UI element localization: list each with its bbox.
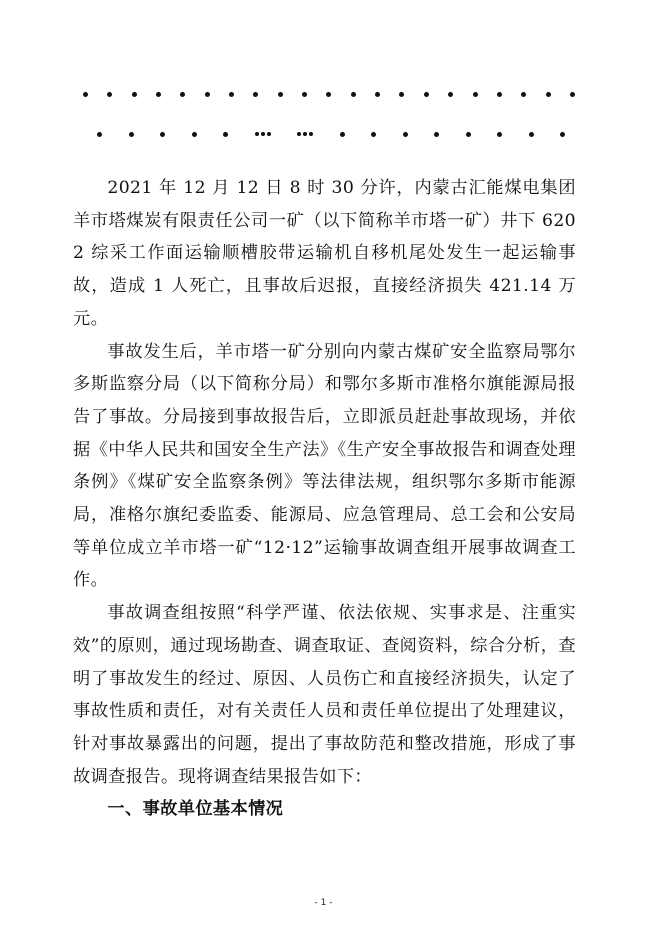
redaction-dot-group [255, 132, 271, 136]
redacted-title-line-1 [83, 88, 575, 100]
redaction-dot [223, 132, 228, 137]
paragraph-investigation-principles: 事故调查组按照“科学严谨、依法依规、实事求是、注重实效”的原则，通过现场勘查、调查取证、查阅资料，综合分析，查明了事故发生的经过、原因、人员伤亡和直接经济损失，认定了事故性质和责任，对有关责任人员和责任单位提出了处理建议，针对事故暴露出的问题，提出了事故防范和整改措施，形成了事故调查报告。现将调查结果报告如下： [73, 603, 576, 787]
redaction-dot [521, 92, 526, 97]
redaction-dot [303, 132, 307, 136]
section-heading: 一、事故单位基本情况 [107, 799, 284, 820]
redaction-dot [253, 92, 258, 97]
paragraph-accident-summary: 2021 年 12 月 12 日 8 时 30 分许，内蒙古汇能煤电集团羊市塔煤炭有限责任公司一矿（以下简称羊市塔一矿）井下 6202 综采工作面运输顺槽胶带运输机自移机尾处发生一起运输事故，造成 1 人死亡，且事故后迟报，直接经济损失 421.14 万元。 [73, 178, 576, 329]
redaction-dot [399, 92, 404, 97]
redaction-dot [132, 92, 137, 97]
redaction-dot [560, 132, 565, 137]
redaction-dot [302, 92, 307, 97]
redaction-dot [83, 92, 88, 97]
redaction-dot [229, 92, 234, 97]
redaction-dot [278, 92, 283, 97]
redacted-title-line-2 [97, 128, 565, 140]
redaction-dot [160, 132, 165, 137]
redaction-dot [434, 132, 439, 137]
redaction-dot [403, 132, 408, 137]
redaction-dot [448, 92, 453, 97]
redaction-dot [180, 92, 185, 97]
redaction-dot [371, 132, 376, 137]
redaction-dot [351, 92, 356, 97]
redaction-dot [156, 92, 161, 97]
redaction-dot [267, 132, 271, 136]
redaction-dot [497, 92, 502, 97]
redaction-dot [326, 92, 331, 97]
redaction-dot [129, 132, 134, 137]
redaction-dot [546, 92, 551, 97]
redaction-dot [297, 132, 301, 136]
document-body [73, 172, 576, 826]
redaction-dot [424, 92, 429, 97]
redaction-dot [466, 132, 471, 137]
page-number: - 1 - [314, 898, 333, 908]
redaction-dot [255, 132, 259, 136]
redaction-dot [497, 132, 502, 137]
redaction-dot [375, 92, 380, 97]
redaction-dot [205, 92, 210, 97]
redaction-dot [473, 92, 478, 97]
redaction-dot [107, 92, 112, 97]
redaction-dot [261, 132, 265, 136]
redaction-dot [97, 132, 102, 137]
redaction-dot [309, 132, 313, 136]
redaction-dot-group [297, 132, 313, 136]
paragraph-investigation-setup: 事故发生后，羊市塔一矿分别向内蒙古煤矿安全监察局鄂尔多斯监察分局（以下简称分局）和鄂尔多斯市准格尔旗能源局报告了事故。分局接到事故报告后，立即派员赶赴事故现场，并依据《中华人民共和国安全生产法》《生产安全事故报告和调查处理条例》《煤矿安全监察条例》等法律法规，组织鄂尔多斯市能源局，准格尔旗纪委监委、能源局、应急管理局、总工会和公安局等单位成立羊市塔一矿“12·12”运输事故调查组开展事故调查工作。 [73, 341, 576, 591]
redaction-dot [340, 132, 345, 137]
redaction-dot [192, 132, 197, 137]
redaction-dot [570, 92, 575, 97]
redaction-dot [529, 132, 534, 137]
